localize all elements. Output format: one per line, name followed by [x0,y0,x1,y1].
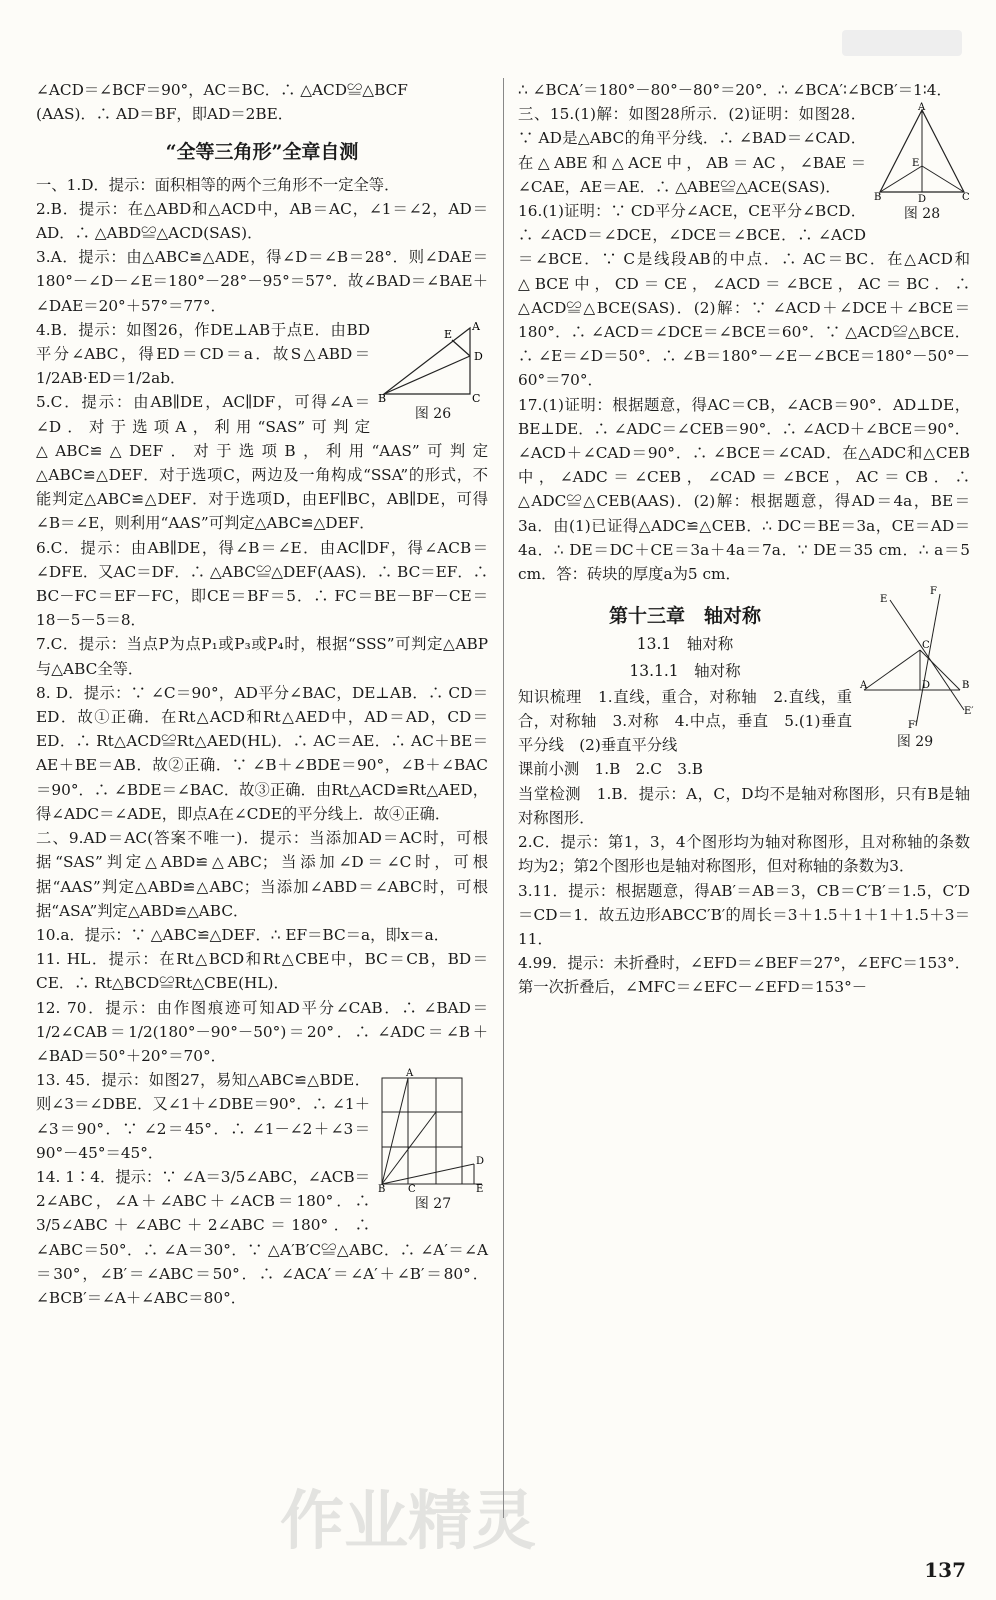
svg-text:D: D [918,194,927,206]
answer-para: 16.(1)证明：∵ CD平分∠ACE，CE平分∠BCD．∴ ∠ACD＝∠DCE，∠DCE＝∠BCE．∴ ∠ACD＝∠BCE．∵ C是线段AB的中点．∴ AC＝BC．在△ACD和△BCE中，CD＝CE，∠ACD＝∠BCE，AC＝BC．∴ △ACD≌△BCE(SAS)．(2)解：∵ ∠ACD＋∠DCE＋∠BCE＝180°．∴ ∠ACD＝∠DCE＝∠BCE＝60°．∵ △ACD≌△BCE．∴ ∠E＝∠D＝50°．∴ ∠B＝180°－∠E－∠BCE＝180°－50°－60°＝70°． [518,202,970,390]
figure-28 [874,102,970,226]
figure-26 [378,319,488,426]
svg-text:C: C [408,1184,416,1196]
figure-caption: 图 28 [903,206,941,223]
answer-para: 17.(1)证明：根据题意，得AC＝CB，∠ACB＝90°．AD⊥DE，BE⊥DE．∴ ∠ADC＝∠CEB＝90°．∴ ∠ACD＋∠BCE＝90°．∠ACD＋∠CAD＝90°．∴ ∠BCE＝∠CAD．在△ADC和△CEB中，∠ADC＝∠CEB，∠CAD＝∠BCE，AC＝CB．∴ △ADC≌△CEB(AAS)．(2)解：根据题意，得AD＝4a，BE＝3a．由(1)已证得△ADC≌△CEB．∴ DC＝BE＝3a，CE＝AD＝4a．∴ DE＝DC＋CE＝3a＋4a＝7a．∵ DE＝35 cm．∴ a＝5 cm．答：砖块的厚度a为5 cm． [518,395,970,584]
answer-para: ∴ ∠BCA′＝180°－80°－80°＝20°．∴ ∠BCA′∶∠BCB′＝1∶4． [518,81,952,99]
answer-para: 一、1.D．提示：面积相等的两个三角形不一定全等． [36,175,400,194]
chapter-title: 第十三章 轴对称 [608,605,761,628]
svg-text:E: E [476,1184,484,1196]
answer-para: 3.11．提示：根据题意，得AB′＝AB＝3，CB＝C′B′＝1.5，C′D＝CD＝1．故五边形ABCC′B′的周长＝3＋1.5＋1＋1＋1.5＋3＝11． [518,881,970,948]
section-heading: 13.1 轴对称 [636,635,734,654]
answer-para: 三、15.(1)解：如图28所示．(2)证明：如图28．∵ AD是△ABC的角平分线．∴ ∠BAD＝∠CAD．在△ABE和△ACE中，AB＝AC，∠BAE＝∠CAE，AE＝AE．∴ △ABE≌△ACE(SAS)． [518,105,866,196]
answer-para: 8. D．提示：∵ ∠C＝90°，AD平分∠BAC，DE⊥AB．∴ CD＝ED．故①正确．在Rt△ACD和Rt△AED中，AD＝AD，CD＝ED．∴ Rt△ACD≌Rt△AED(HL)．∴ AC＝AE．∴ AC＋BE＝AE＋BE＝AB．故②正确．∵ ∠B＋∠BDE＝90°，∠B＋∠BAC＝90°．∴ ∠BDE＝∠BAC．故③正确．由Rt△ACD≌Rt△AED，得∠ADC＝∠ADE，即点A在∠CDE的平分线上．故④正确． [36,683,488,823]
svg-text:B: B [962,680,970,692]
svg-text:B: B [378,1184,386,1196]
figure-caption: 图 26 [414,405,452,422]
column-divider [503,78,504,1518]
answer-para: 知识梳理 1.直线，重合，对称轴 2.直线，重合，对称轴 3.对称 4.中点，垂直 5.(1)垂直平分线 (2)垂直平分线 [518,687,852,755]
svg-text:D: D [476,1156,485,1168]
answer-para: 当堂检测 1.B．提示：A，C，D均不是轴对称图形，只有B是轴对称图形． [518,784,970,827]
svg-text:B: B [378,391,387,405]
svg-text:C: C [962,192,970,204]
answer-para: 4.B．提示：如图26，作DE⊥AB于点E．由BD平分∠ABC，得ED＝CD＝a．故S△ABD＝1/2AB·ED＝1/2ab． [36,320,370,388]
svg-text:E: E [880,594,888,606]
answer-para: 5.C．提示：由AB∥DE，AC∥DF，可得∠A＝∠D．对于选项A，利用“SAS”可判定△ABC≌△DEF．对于选项B，利用“AAS”可判定△ABC≌△DEF．对于选项C，两边及一角构成“SSA”的形式，不能判定△ABC≌△DEF．对于选项D，由EF∥BC，AB∥DE，可得∠B＝∠E，则利用“AAS”可判定△ABC≌△DEF． [36,393,488,533]
svg-text:A: A [406,1068,414,1080]
answer-para: 11. HL．提示：在Rt△BCD和Rt△CBE中，BC＝CB，BD＝CE．∴ Rt△BCD≌Rt△CBE(HL)． [36,950,488,993]
header-decoration [842,30,962,56]
svg-text:C: C [922,640,930,652]
answer-para: 10.a．提示：∵ △ABC≌△DEF．∴ EF＝BC＝a，即x＝a． [36,925,450,944]
svg-text:F′: F′ [908,720,918,732]
svg-text:B: B [874,192,882,204]
figure-29 [860,586,974,754]
svg-text:D: D [922,680,931,692]
page-number: 137 [924,1558,966,1582]
answer-para: 13. 45．提示：如图27，易知△ABC≌△BDE．则∠3＝∠DBE．又∠1＋∠DBE＝90°．∴ ∠1＋∠3＝90°．∵ ∠2＝45°．∴ ∠1－∠2＋∠3＝90°－45°＝45°． [36,1071,370,1162]
answer-para: 12. 70．提示：由作图痕迹可知AD平分∠CAB．∴ ∠BAD＝1/2∠CAB＝1/2(180°－90°－50°)＝20°．∴ ∠ADC＝∠B＋∠BAD＝50°＋20°＝70°． [36,998,488,1065]
answer-para: 6.C．提示：由AB∥DE，得∠B＝∠E．由AC∥DF，得∠ACB＝∠DFE．又AC＝DF．∴ △ABC≌△DEF(AAS)．∴ BC＝EF．∴ BC－FC＝EF－FC，即CE＝BF＝5．∴ FC＝BE－BF－CE＝18－5－5＝8． [36,538,488,630]
right-column [518,78,974,1000]
answer-para: 二、9.AD＝AC(答案不唯一)．提示：当添加AD＝AC时，可根据“SAS”判定△ABD≌△ABC；当添加∠D＝∠C时，可根据“AAS”判定△ABD≌△ABC；当添加∠ABD＝∠ABC时，可根据“ASA”判定△ABD≌△ABC． [36,829,488,920]
answer-para: 7.C．提示：当点P为点P₁或P₃或P₄时，根据“SSS”可判定△ABP与△ABC全等． [36,635,488,678]
text-line: ∠ACD＝∠BCF＝90°，AC＝BC．∴ △ACD≌△BCF [36,81,408,99]
section-title: “全等三角形”全章自测 [165,141,359,164]
svg-text:A: A [918,102,926,114]
svg-text:A: A [860,680,868,692]
svg-text:A: A [472,319,480,333]
svg-text:F: F [930,586,937,598]
figure-caption: 图 29 [896,734,934,751]
text-line: (AAS)．∴ AD＝BF，即AD＝2BE． [36,105,294,124]
answer-para: 4.99．提示：未折叠时，∠EFD＝∠BEF＝27°，∠EFC＝153°．第一次折叠后，∠MFC＝∠EFC－∠EFD＝153°－ [518,954,970,997]
watermark: 作业精灵 [280,1484,536,1559]
answer-para: 3.A．提示：由△ABC≌△ADE，得∠D＝∠B＝28°．则∠DAE＝180°－∠D－∠E＝180°－28°－95°＝57°．故∠BAD＝∠BAE＋∠DAE＝20°＋57°＝77°． [36,248,488,315]
answer-para: 课前小测 1.B 2.C 3.B [518,760,704,779]
figure-caption: 图 27 [414,1196,452,1213]
subsection-heading: 13.1.1 轴对称 [629,661,741,680]
answer-para: 2.B．提示：在△ABD和△ACD中，AB＝AC，∠1＝∠2，AD＝AD．∴ △ABD≌△ACD(SAS)． [36,199,488,243]
svg-text:E: E [912,158,920,170]
answer-para: 2.C．提示：第1，3，4个图形均为轴对称图形，且对称轴的条数均为2；第2个图形也是轴对称图形，但对称轴的条数为3． [518,833,970,876]
svg-text:D: D [474,349,483,363]
answer-para: 14. 1∶4．提示：∵ ∠A＝3/5∠ABC，∠ACB＝2∠ABC，∠A＋∠ABC＋∠ACB＝180°．∴ 3/5∠ABC＋∠ABC＋2∠ABC＝180°．∴ ∠ABC＝50°．∴ ∠A＝30°．∵ △A′B′C≌△ABC．∴ ∠A′＝∠A＝30°，∠B′＝∠ABC＝50°．∴ ∠ACA′＝∠A′＋∠B′＝80°．∠BCB′＝∠A＋∠ABC＝80°． [36,1167,488,1307]
svg-text:E′: E′ [964,706,974,718]
svg-text:E: E [444,327,453,341]
svg-text:C: C [472,391,481,405]
figure-27 [378,1068,488,1216]
left-column [36,78,488,1310]
